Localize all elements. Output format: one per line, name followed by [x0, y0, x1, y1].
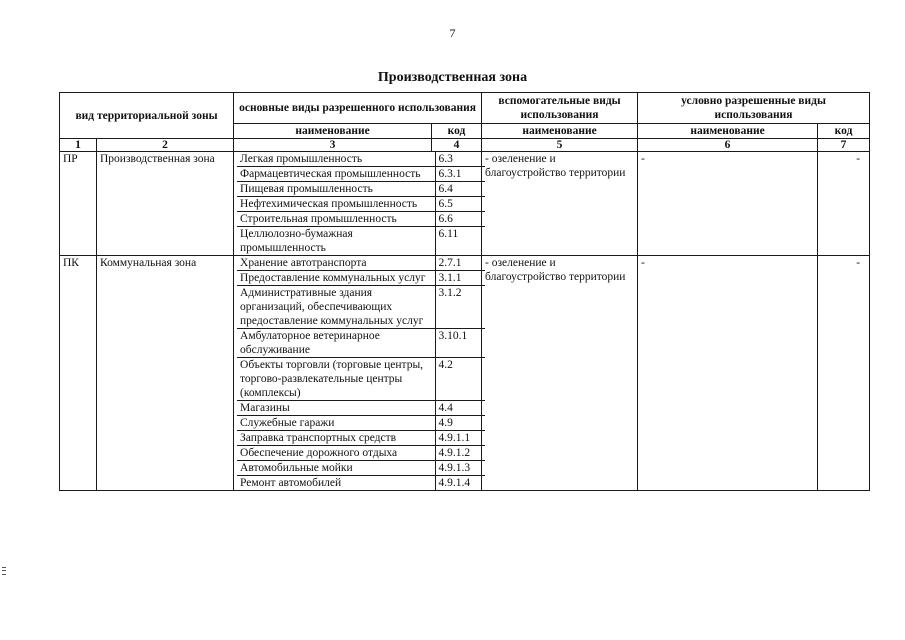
cond-use-code-value: -	[856, 153, 861, 165]
main-use-name: Магазины	[237, 401, 435, 416]
column-number: 3	[234, 139, 432, 152]
main-use-name: Амбулаторное ветеринарное обслуживание	[237, 329, 435, 358]
cond-use-name	[638, 256, 818, 491]
column-number: 5	[482, 139, 638, 152]
header-cond-code: код	[818, 124, 870, 139]
main-use-code: 4.9.1.4	[435, 476, 485, 491]
header-main-name: наименование	[234, 124, 432, 139]
main-use-code: 4.2	[435, 358, 485, 401]
main-use-code: 4.4	[435, 401, 485, 416]
main-uses-list	[234, 256, 482, 491]
main-use-name: Предоставление коммунальных услуг	[237, 271, 435, 286]
main-use-name: Строительная промышленность	[237, 212, 435, 227]
cond-use-code-value: -	[856, 257, 861, 269]
main-use-name: Автомобильные мойки	[237, 461, 435, 476]
zone-code: ПР	[60, 152, 97, 256]
cond-use-code	[818, 152, 870, 256]
main-uses-table	[237, 152, 485, 255]
header-main-uses: основные виды разрешенного использования	[234, 93, 482, 124]
main-use-code: 6.5	[435, 197, 485, 212]
main-use-name: Заправка транспортных средств	[237, 431, 435, 446]
main-use-code: 6.4	[435, 182, 485, 197]
header-aux-uses: вспомогательные виды использования	[482, 93, 638, 124]
main-use-code: 6.3.1	[435, 167, 485, 182]
main-use-row	[237, 431, 485, 446]
main-use-name: Хранение автотранспорта	[237, 256, 435, 271]
margin-mark	[2, 567, 6, 575]
main-use-name: Фармацевтическая промышленность	[237, 167, 435, 182]
aux-uses: - озеленение и благоустройство территории	[482, 256, 638, 491]
header-cond-uses: условно разрешенные виды использования	[638, 93, 870, 124]
main-uses-table	[237, 256, 485, 490]
column-number: 6	[638, 139, 818, 152]
main-use-code: 3.10.1	[435, 329, 485, 358]
main-use-row	[237, 401, 485, 416]
main-use-row	[237, 212, 485, 227]
main-use-code: 3.1.2	[435, 286, 485, 329]
main-use-name: Объекты торговли (торговые центры, торгово-развлекательные центры (комплексы)	[237, 358, 435, 401]
main-use-name: Обеспечение дорожного отдыха	[237, 446, 435, 461]
main-use-code: 6.6	[435, 212, 485, 227]
table-row	[60, 256, 870, 491]
main-use-code: 4.9	[435, 416, 485, 431]
aux-uses: - озеленение и благоустройство территории	[482, 152, 638, 256]
main-use-row	[237, 167, 485, 182]
main-use-name: Пищевая промышленность	[237, 182, 435, 197]
header-zone-kind: вид территориальной зоны	[60, 93, 234, 139]
main-use-row	[237, 476, 485, 491]
main-use-name: Легкая промышленность	[237, 152, 435, 167]
main-use-name: Целлюлозно-бумажная промышленность	[240, 228, 353, 254]
main-use-row	[237, 227, 485, 256]
column-number: 2	[97, 139, 234, 152]
column-number: 7	[818, 139, 870, 152]
main-use-name: Административные здания организаций, обеспечивающих предоставление коммунальных услуг	[237, 286, 435, 329]
zone-name: Производственная зона	[97, 152, 234, 256]
header-main-code: код	[432, 124, 482, 139]
main-use-row	[237, 256, 485, 271]
main-use-row	[237, 416, 485, 431]
main-uses-list	[234, 152, 482, 256]
cond-use-name-value: -	[641, 257, 645, 269]
main-use-row	[237, 329, 485, 358]
cond-use-name	[638, 152, 818, 256]
column-number: 4	[432, 139, 482, 152]
main-use-row	[237, 152, 485, 167]
zone-name: Коммунальная зона	[97, 256, 234, 491]
main-use-code: 6.3	[435, 152, 485, 167]
main-use-code: 3.1.1	[435, 271, 485, 286]
main-use-code: 4.9.1.3	[435, 461, 485, 476]
main-use-row	[237, 446, 485, 461]
table-row	[60, 152, 870, 256]
main-use-row	[237, 461, 485, 476]
main-use-row	[237, 182, 485, 197]
column-number: 1	[60, 139, 97, 152]
header-aux-name: наименование	[482, 124, 638, 139]
zone-code: ПК	[60, 256, 97, 491]
main-use-row	[237, 197, 485, 212]
main-use-row	[237, 358, 485, 401]
main-use-code: 2.7.1	[435, 256, 485, 271]
main-use-name: Служебные гаражи	[237, 416, 435, 431]
page-title: Производственная зона	[377, 70, 528, 85]
cond-use-code	[818, 256, 870, 491]
main-use-name: Ремонт автомобилей	[240, 477, 342, 489]
header-cond-name: наименование	[638, 124, 818, 139]
main-use-code: 4.9.1.2	[435, 446, 485, 461]
main-use-name: Нефтехимическая промышленность	[237, 197, 435, 212]
page-number: 7	[449, 26, 456, 40]
zones-table	[59, 92, 870, 491]
main-use-row	[237, 271, 485, 286]
main-use-code: 4.9.1.1	[435, 431, 485, 446]
main-use-code: 6.11	[435, 227, 485, 256]
main-use-row	[237, 286, 485, 329]
cond-use-name-value: -	[641, 153, 645, 165]
